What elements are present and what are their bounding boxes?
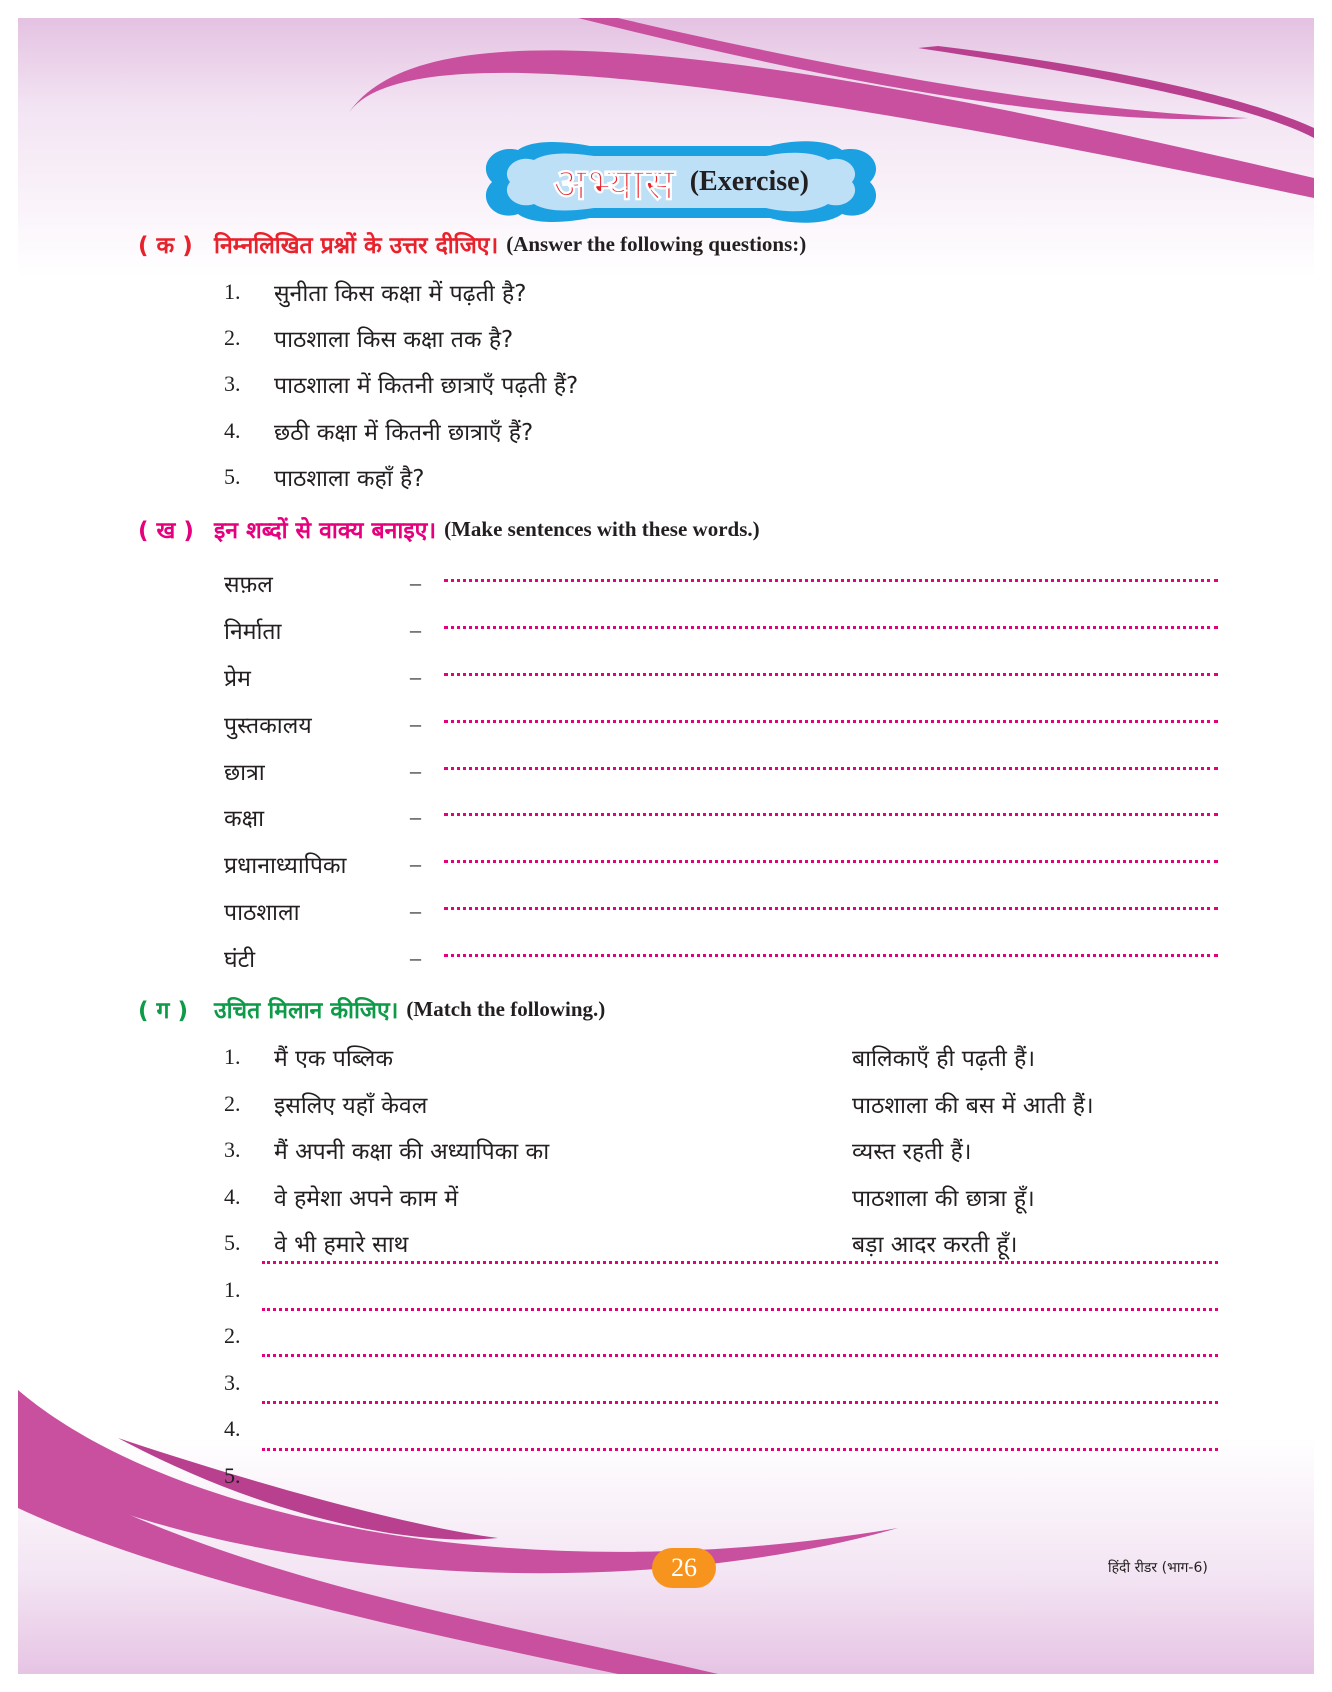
section-kha-marker: ( ख ) bbox=[138, 518, 194, 544]
question-item bbox=[224, 459, 424, 495]
sentence-answer-line[interactable] bbox=[444, 626, 1218, 629]
word-dash: – bbox=[410, 804, 421, 829]
sentence-answer-line[interactable] bbox=[444, 860, 1218, 863]
answer-number: 2. bbox=[224, 1323, 241, 1348]
section-ga-marker: ( ग ) bbox=[138, 998, 188, 1024]
question-number: 4. bbox=[224, 418, 241, 443]
section-ka-title-english: (Answer the following questions:) bbox=[506, 231, 807, 256]
question-item bbox=[224, 274, 526, 310]
section-ka-heading bbox=[138, 227, 806, 261]
section-ka-marker: ( क ) bbox=[138, 233, 193, 259]
word-dash: – bbox=[410, 758, 421, 783]
section-ka-title-hindi: निम्नलिखित प्रश्नों के उत्तर दीजिए। bbox=[214, 233, 499, 259]
section-ga-title-hindi: उचित मिलान कीजिए। bbox=[214, 998, 399, 1024]
sentence-answer-line[interactable] bbox=[444, 720, 1218, 723]
match-left-text: मैं अपनी कक्षा की अध्यापिका का bbox=[274, 1139, 550, 1165]
book-label: हिंदी रीडर (भाग-6) bbox=[1108, 1560, 1208, 1576]
answer-number: 3. bbox=[224, 1370, 241, 1395]
answer-row bbox=[224, 1411, 274, 1447]
word-item: घंटी bbox=[224, 947, 256, 973]
question-item bbox=[224, 413, 533, 449]
word-item: निर्माता bbox=[224, 619, 282, 645]
section-ga-heading bbox=[138, 992, 605, 1026]
match-number: 5. bbox=[224, 1230, 241, 1255]
exercise-title-hindi: अभ्यास bbox=[553, 159, 676, 210]
question-text: छठी कक्षा में कितनी छात्राएँ हैं? bbox=[274, 420, 534, 446]
word-item: छात्रा bbox=[224, 760, 265, 786]
question-item bbox=[224, 320, 513, 356]
word-item: पुस्तकालय bbox=[224, 713, 312, 739]
question-item bbox=[224, 366, 578, 402]
word-item: कक्षा bbox=[224, 806, 265, 832]
word-item: प्रधानाध्यापिका bbox=[224, 853, 347, 879]
word-dash: – bbox=[410, 851, 421, 876]
match-right-item: बड़ा आदर करती हूँ। bbox=[852, 1232, 1018, 1258]
match-left-item bbox=[224, 1039, 393, 1075]
match-number: 1. bbox=[224, 1044, 241, 1069]
question-number: 1. bbox=[224, 279, 241, 304]
match-right-item: बालिकाएँ ही पढ़ती हैं। bbox=[852, 1046, 1036, 1072]
sentence-answer-line[interactable] bbox=[444, 954, 1218, 957]
question-number: 3. bbox=[224, 371, 241, 396]
match-left-item bbox=[224, 1225, 408, 1261]
match-left-item bbox=[224, 1179, 458, 1215]
match-number: 3. bbox=[224, 1137, 241, 1162]
word-item: पाठशाला bbox=[224, 900, 300, 926]
section-kha-heading bbox=[138, 512, 760, 546]
match-right-item: पाठशाला की बस में आती हैं। bbox=[852, 1093, 1094, 1119]
answer-number: 5. bbox=[224, 1463, 241, 1488]
match-right-item: पाठशाला की छात्रा हूँ। bbox=[852, 1186, 1035, 1212]
answer-number: 4. bbox=[224, 1416, 241, 1441]
page bbox=[18, 18, 1314, 1674]
answer-row bbox=[224, 1458, 274, 1494]
question-text: पाठशाला किस कक्षा तक है? bbox=[274, 327, 514, 353]
match-answer-line[interactable] bbox=[262, 1448, 1218, 1451]
match-left-text: मैं एक पब्लिक bbox=[274, 1046, 394, 1072]
match-answer-line[interactable] bbox=[262, 1308, 1218, 1311]
word-dash: – bbox=[410, 711, 421, 736]
word-item: प्रेम bbox=[224, 666, 251, 692]
answer-row bbox=[224, 1318, 274, 1354]
answer-number: 1. bbox=[224, 1277, 241, 1302]
sentence-answer-line[interactable] bbox=[444, 579, 1218, 582]
bottom-swoosh-decoration bbox=[18, 18, 1314, 1674]
answer-row bbox=[224, 1365, 274, 1401]
match-number: 2. bbox=[224, 1091, 241, 1116]
word-dash: – bbox=[410, 898, 421, 923]
section-kha-title-hindi: इन शब्दों से वाक्य बनाइए। bbox=[214, 518, 437, 544]
word-dash: – bbox=[410, 570, 421, 595]
section-ga-title-english: (Match the following.) bbox=[406, 996, 606, 1021]
sentence-answer-line[interactable] bbox=[444, 813, 1218, 816]
word-dash: – bbox=[410, 945, 421, 970]
match-right-item: व्यस्त रहती हैं। bbox=[852, 1139, 972, 1165]
match-left-item bbox=[224, 1132, 549, 1168]
match-left-text: इसलिए यहाँ केवल bbox=[274, 1093, 428, 1119]
question-number: 5. bbox=[224, 464, 241, 489]
question-number: 2. bbox=[224, 325, 241, 350]
match-number: 4. bbox=[224, 1184, 241, 1209]
sentence-answer-line[interactable] bbox=[444, 673, 1218, 676]
sentence-answer-line[interactable] bbox=[444, 907, 1218, 910]
word-dash: – bbox=[410, 664, 421, 689]
match-left-text: वे भी हमारे साथ bbox=[274, 1232, 409, 1258]
question-text: सुनीता किस कक्षा में पढ़ती है? bbox=[274, 281, 527, 307]
match-answer-line[interactable] bbox=[262, 1354, 1218, 1357]
page-number-badge: 26 bbox=[652, 1548, 716, 1588]
word-item: सफ़ल bbox=[224, 572, 273, 598]
exercise-title-english: (Exercise) bbox=[689, 166, 809, 197]
match-left-item bbox=[224, 1086, 427, 1122]
match-left-text: वे हमेशा अपने काम में bbox=[274, 1186, 459, 1212]
sentence-answer-line[interactable] bbox=[444, 767, 1218, 770]
answer-row bbox=[224, 1272, 274, 1308]
question-text: पाठशाला कहाँ है? bbox=[274, 466, 425, 492]
question-text: पाठशाला में कितनी छात्राएँ पढ़ती हैं? bbox=[274, 373, 579, 399]
section-kha-title-english: (Make sentences with these words.) bbox=[444, 516, 760, 541]
word-dash: – bbox=[410, 617, 421, 642]
exercise-banner bbox=[470, 136, 892, 228]
match-answer-line[interactable] bbox=[262, 1261, 1218, 1264]
match-answer-line[interactable] bbox=[262, 1401, 1218, 1404]
